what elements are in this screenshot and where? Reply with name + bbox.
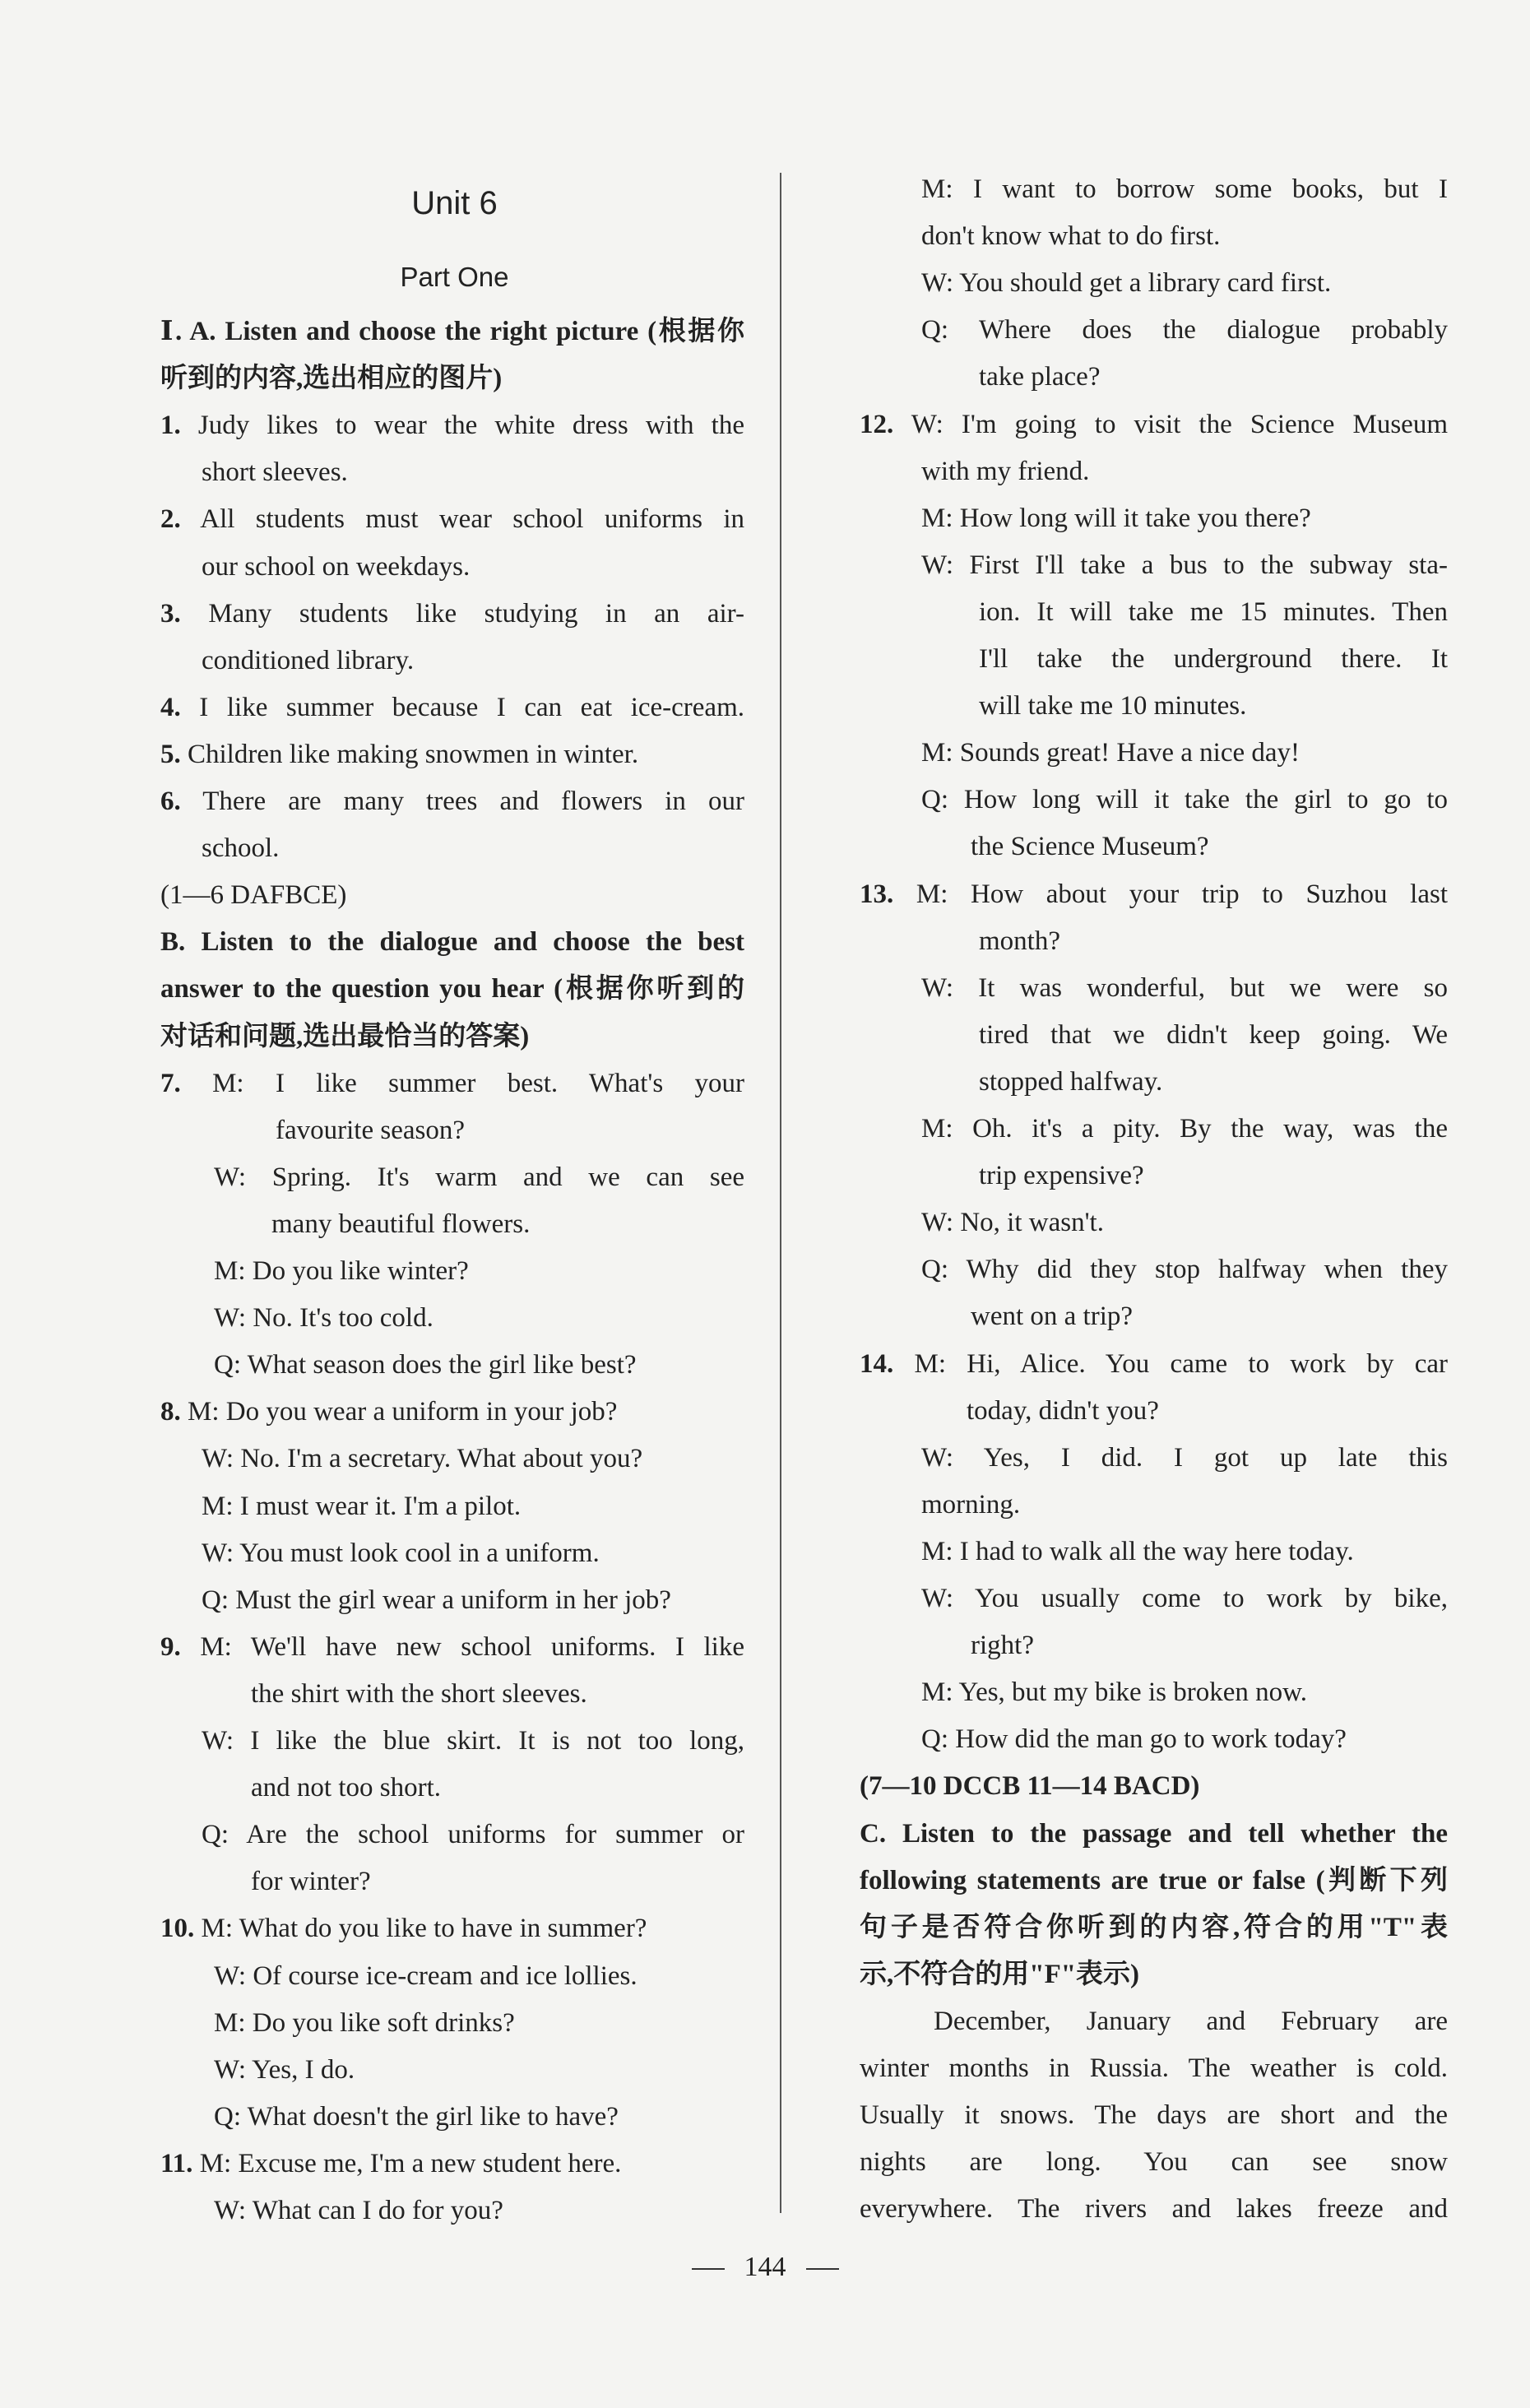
- left-line: W: Yes, I do.: [214, 2054, 355, 2085]
- right-line: winter months in Russia. The weather is cold.: [860, 2053, 1448, 2083]
- right-line: 12. W: I'm going to visit the Science Museum: [860, 409, 1448, 439]
- left-line: W: No. It's too cold.: [214, 1303, 434, 1334]
- left-line: many beautiful flowers.: [271, 1209, 531, 1239]
- right-line: W: It was wonderful, but we were so: [921, 972, 1448, 1003]
- right-line: following statements are true or false (判断下列: [860, 1865, 1448, 1895]
- right-line: 示,不符合的用"F"表示): [860, 1959, 1140, 1989]
- right-line: 13. M: How about your trip to Suzhou last: [860, 879, 1448, 909]
- right-line: C. Listen to the passage and tell whether the: [860, 1818, 1448, 1849]
- right-line: W: You should get a library card first.: [921, 268, 1332, 299]
- column-divider: [780, 173, 781, 2213]
- left-line: 5. Children like making snowmen in winter.: [160, 739, 639, 769]
- left-line: 听到的内容,选出相应的图片): [160, 364, 503, 394]
- right-line: trip expensive?: [979, 1161, 1144, 1191]
- right-line: don't know what to do first.: [921, 221, 1221, 252]
- right-line: right?: [971, 1631, 1034, 1661]
- left-line: 2. All students must wear school uniforms in: [160, 504, 744, 535]
- right-line: 14. M: Hi, Alice. You came to work by car: [860, 1348, 1448, 1379]
- left-line: 4. I like summer because I can eat ice-cream.: [160, 692, 744, 722]
- right-line: tired that we didn't keep going. We: [979, 1019, 1448, 1050]
- left-line: 11. M: Excuse me, I'm a new student here.: [160, 2148, 622, 2178]
- right-line: M: Oh. it's a pity. By the way, was the: [921, 1114, 1448, 1144]
- left-line: M: Do you like soft drinks?: [214, 2007, 515, 2038]
- left-line: W: I like the blue skirt. It is not too long,: [202, 1726, 744, 1756]
- right-line: with my friend.: [921, 456, 1090, 486]
- right-line: (7—10 DCCB 11—14 BACD): [860, 1771, 1200, 1802]
- left-line: 7. M: I like summer best. What's your: [160, 1068, 744, 1098]
- right-line: M: How long will it take you there?: [921, 503, 1311, 533]
- left-line: W: Of course ice-cream and ice lollies.: [214, 1960, 638, 1991]
- page-number: 144: [744, 2252, 786, 2282]
- right-line: Q: How long will it take the girl to go to: [921, 785, 1448, 815]
- right-line: Q: How did the man go to work today?: [921, 1724, 1347, 1755]
- page-footer: [0, 2252, 1530, 2283]
- left-line: W: You must look cool in a uniform.: [202, 1538, 600, 1568]
- left-line: (1—6 DAFBCE): [160, 880, 347, 911]
- right-line: will take me 10 minutes.: [979, 691, 1247, 721]
- left-line: favourite season?: [276, 1115, 465, 1145]
- left-line: W: Spring. It's warm and we can see: [214, 1162, 744, 1192]
- right-line: W: Yes, I did. I got up late this: [921, 1442, 1448, 1473]
- left-line: W: What can I do for you?: [214, 2196, 503, 2225]
- right-line: W: First I'll take a bus to the subway sta-: [921, 550, 1448, 580]
- right-line: December, January and February are: [934, 2006, 1448, 2036]
- footer-dash-left: [692, 2268, 725, 2270]
- left-line: 3. Many students like studying in an air-: [160, 598, 744, 629]
- left-line: 对话和问题,选出最恰当的答案): [160, 1021, 530, 1051]
- right-line: today, didn't you?: [967, 1395, 1159, 1426]
- left-line: M: I must wear it. I'm a pilot.: [202, 1491, 522, 1521]
- left-line: school.: [202, 833, 280, 864]
- unit-title: Unit 6: [411, 185, 498, 221]
- left-line: 9. M: We'll have new school uniforms. I like: [160, 1631, 744, 1662]
- right-line: M: Sounds great! Have a nice day!: [921, 738, 1300, 768]
- left-line: 10. M: What do you like to have in summer?: [160, 1914, 647, 1944]
- part-title: Part One: [400, 262, 509, 292]
- right-line: Usually it snows. The days are short and the: [860, 2100, 1448, 2131]
- right-line: W: No, it wasn't.: [921, 1208, 1104, 1238]
- right-line: went on a trip?: [971, 1301, 1134, 1332]
- left-line: Q: What season does the girl like best?: [214, 1350, 637, 1380]
- right-line: M: I had to walk all the way here today.: [921, 1536, 1354, 1566]
- right-line: morning.: [921, 1489, 1021, 1519]
- right-line: everywhere. The rivers and lakes freeze and: [860, 2194, 1448, 2225]
- left-line: M: Do you like winter?: [214, 1256, 469, 1286]
- left-line: short sleeves.: [202, 457, 348, 488]
- left-line: 8. M: Do you wear a uniform in your job?: [160, 1397, 618, 1427]
- right-line: nights are long. You can see snow: [860, 2147, 1448, 2178]
- left-line: answer to the question you hear (根据你听到的: [160, 974, 744, 1004]
- right-line: 句子是否符合你听到的内容,符合的用"T"表: [860, 1912, 1448, 1942]
- right-line: take place?: [979, 362, 1101, 392]
- right-line: W: You usually come to work by bike,: [921, 1584, 1448, 1613]
- left-line: Q: What doesn't the girl like to have?: [214, 2101, 619, 2132]
- left-line: B. Listen to the dialogue and choose the best: [160, 927, 744, 958]
- left-line: 6. There are many trees and flowers in our: [160, 786, 744, 816]
- right-line: M: Yes, but my bike is broken now.: [921, 1677, 1308, 1708]
- left-line: conditioned library.: [202, 645, 415, 675]
- left-line: Q: Are the school uniforms for summer or: [202, 1820, 744, 1850]
- right-line: stopped halfway.: [979, 1066, 1163, 1097]
- right-line: Q: Why did they stop halfway when they: [921, 1255, 1448, 1285]
- left-line: 1. Judy likes to wear the white dress with the: [160, 411, 744, 441]
- left-line: W: No. I'm a secretary. What about you?: [202, 1444, 643, 1474]
- left-line: Ⅰ. A. Listen and choose the right picture (根据你: [160, 317, 744, 346]
- left-line: the shirt with the short sleeves.: [251, 1678, 587, 1709]
- right-line: ion. It will take me 15 minutes. Then: [979, 596, 1448, 627]
- right-line: the Science Museum?: [971, 832, 1209, 862]
- left-line: Q: Must the girl wear a uniform in her job?: [202, 1584, 671, 1615]
- right-line: I'll take the underground there. It: [979, 644, 1448, 674]
- left-line: and not too short.: [251, 1773, 441, 1803]
- left-line: for winter?: [251, 1867, 371, 1897]
- right-line: Q: Where does the dialogue probably: [921, 315, 1448, 346]
- right-line: month?: [979, 926, 1060, 956]
- right-line: M: I want to borrow some books, but I: [921, 174, 1448, 204]
- footer-dash-right: [806, 2268, 839, 2270]
- left-line: our school on weekdays.: [202, 551, 471, 582]
